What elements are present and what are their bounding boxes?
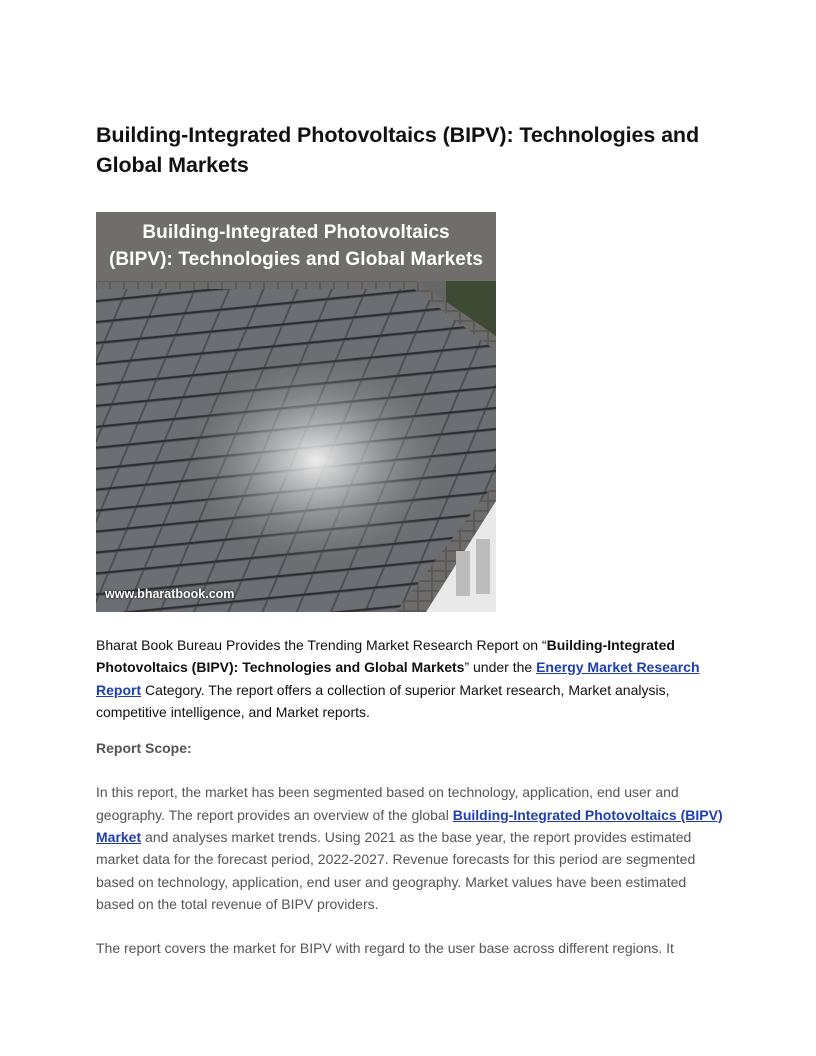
energy-market-research-link[interactable]: Energy Market Research Report — [96, 659, 700, 698]
bipv-market-link[interactable]: Building-Integrated Photovoltaics (BIPV) Market — [96, 806, 723, 846]
intro-text-1: Bharat Book Bureau Provides the Trending Market Research Report on “ — [96, 637, 547, 653]
coverage-paragraph: The report covers the market for BIPV with regard to the user base across different regions. It — [96, 940, 674, 957]
intro-report-title: Building-Integrated Photovoltaics (BIPV): Technologies and Global Markets — [96, 637, 675, 676]
scope-paragraph — [96, 781, 724, 915]
solar-roof-photo-icon — [96, 281, 496, 612]
page-title: Building-Integrated Photovoltaics (BIPV): Technologies and Global Markets — [96, 123, 699, 177]
report-scope-heading: Report Scope: — [96, 740, 192, 757]
image-banner-line-2: (BIPV): Technologies and Global Markets — [108, 249, 484, 270]
document-page — [96, 120, 724, 960]
image-banner — [96, 212, 496, 281]
scope-text-2: and analyses market trends. Using 2021 as the base year, the report provides estimated market data for the forecast period, 2022-2027. Revenue forecasts for this period are segmented based on technology, application, end user and geography. Market values have been estimated based on the total revenue of BIPV providers. — [96, 829, 696, 912]
intro-text-2: ” under the — [464, 659, 537, 676]
image-watermark: www.bharatbook.com — [105, 587, 235, 601]
image-banner-line-1: Building-Integrated Photovoltaics — [142, 222, 450, 243]
scope-text-1: In this report, the market has been segmented based on technology, application, end user and geography. The report provides an overview of the global — [96, 784, 679, 823]
intro-text-3: Category. The report offers a collection of superior Market research, Market analysis, competitive intelligence, and Market reports. — [96, 681, 670, 720]
intro-paragraph — [96, 634, 724, 723]
report-cover-image — [96, 212, 496, 612]
